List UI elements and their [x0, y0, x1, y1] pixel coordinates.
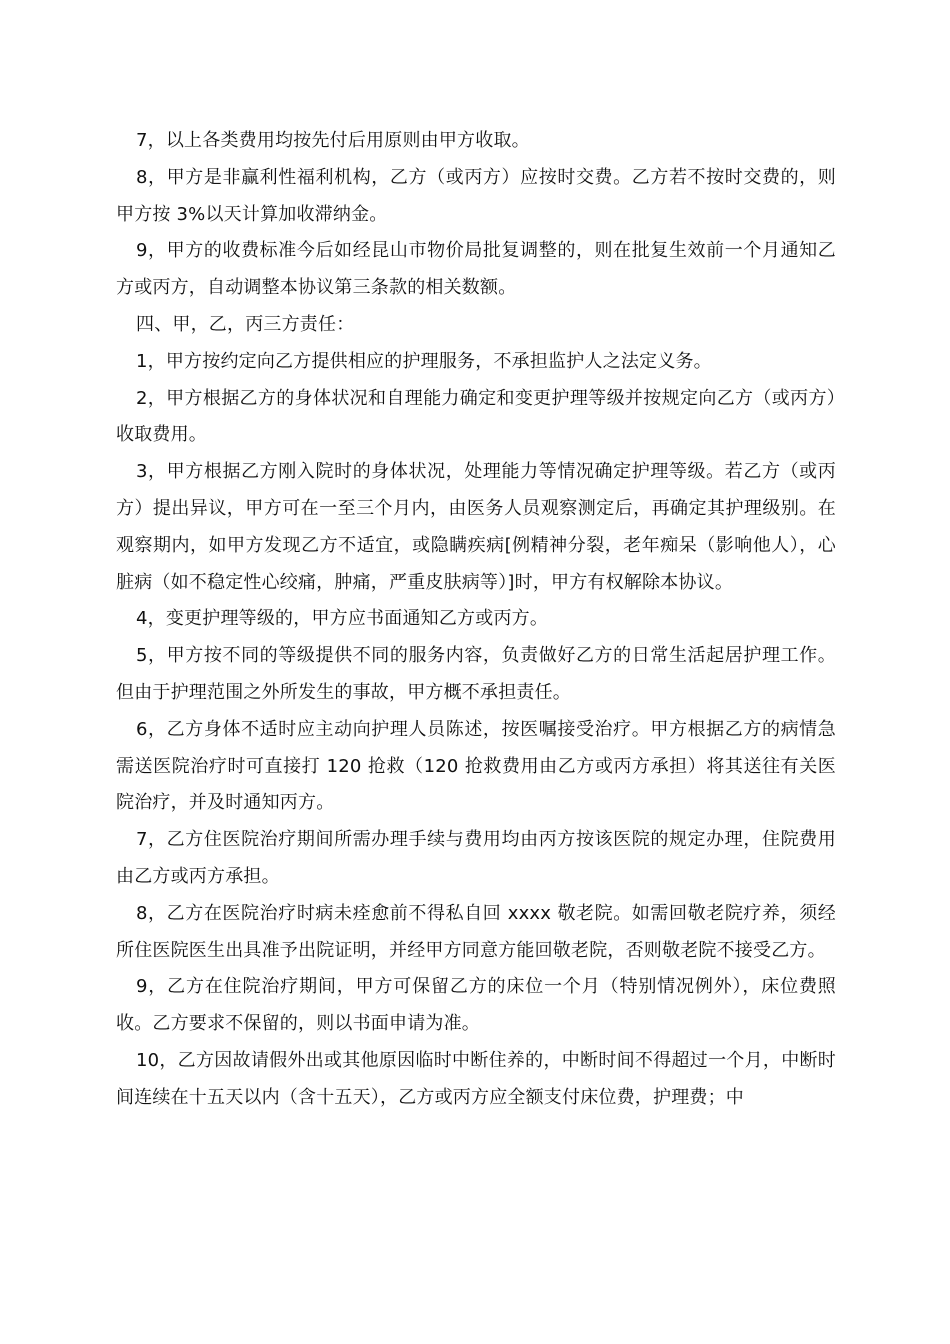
document-body — [116, 123, 836, 1117]
paragraph-bed-reservation: 9，乙方在住院治疗期间，甲方可保留乙方的床位一个月（特别情况例外），床位费照收。乙方要求不保留的，则以书面申请为准。 — [116, 976, 836, 1035]
paragraph-medical-emergency: 6，乙方身体不适时应主动向护理人员陈述，按医嘱接受治疗。甲方根据乙方的病情急需送医院治疗时可直接打 120 抢救（120 抢救费用由乙方或丙方承担）将其送往有关医院治疗，并及时通知丙方。 — [116, 718, 836, 814]
paragraph-service-scope: 5，甲方按不同的等级提供不同的服务内容，负责做好乙方的日常生活起居护理工作。但由于护理范围之外所发生的事故，甲方概不承担责任。 — [116, 645, 836, 703]
paragraph-care-level: 2，甲方根据乙方的身体状况和自理能力确定和变更护理等级并按规定向乙方（或丙方）收取费用。 — [116, 387, 836, 446]
paragraph-fee-adjustment: 9，甲方的收费标准今后如经昆山市物价局批复调整的，则在批复生效前一个月通知乙方或丙方，自动调整本协议第三条款的相关数额。 — [116, 240, 836, 299]
paragraph-late-fee: 8，甲方是非赢利性福利机构，乙方（或丙方）应按时交费。乙方若不按时交费的，则甲方按 3%以天计算加收滞纳金。 — [116, 166, 836, 225]
paragraph-care-service: 1，甲方按约定向乙方提供相应的护理服务，不承担监护人之法定义务。 — [136, 350, 712, 372]
paragraph-leave-absence: 10，乙方因故请假外出或其他原因临时中断住养的，中断时间不得超过一个月，中断时间连续在十五天以内（含十五天），乙方或丙方应全额支付床位费，护理费；中 — [116, 1049, 836, 1108]
paragraph-hospital-costs: 7，乙方住医院治疗期间所需办理手续与费用均由丙方按该医院的规定办理，住院费用由乙方或丙方承担。 — [116, 829, 836, 887]
paragraph-care-assessment: 3，甲方根据乙方刚入院时的身体状况，处理能力等情况确定护理等级。若乙方（或丙方）提出异议，甲方可在一至三个月内，由医务人员观察测定后，再确定其护理级别。在观察期内，如甲方发现乙方不适宜，或隐瞒疾病[例精神分裂，老年痴呆（影响他人），心脏病（如不稳定性心绞痛，肿痛，严重皮肤病等）]时，甲方有权解除本协议。 — [116, 461, 836, 593]
paragraph-fee-prepay: 7，以上各类费用均按先付后用原则由甲方收取。 — [136, 130, 530, 151]
paragraph-hospital-return: 8，乙方在医院治疗时病未痊愈前不得私自回 xxxx 敬老院。如需回敬老院疗养，须经所住医院医生出具准予出院证明，并经甲方同意方能回敬老院，否则敬老院不接受乙方。 — [116, 902, 836, 961]
paragraph-care-change-notice: 4，变更护理等级的，甲方应书面通知乙方或丙方。 — [136, 608, 549, 630]
section-heading-responsibilities: 四、甲，乙，丙三方责任： — [136, 313, 355, 335]
